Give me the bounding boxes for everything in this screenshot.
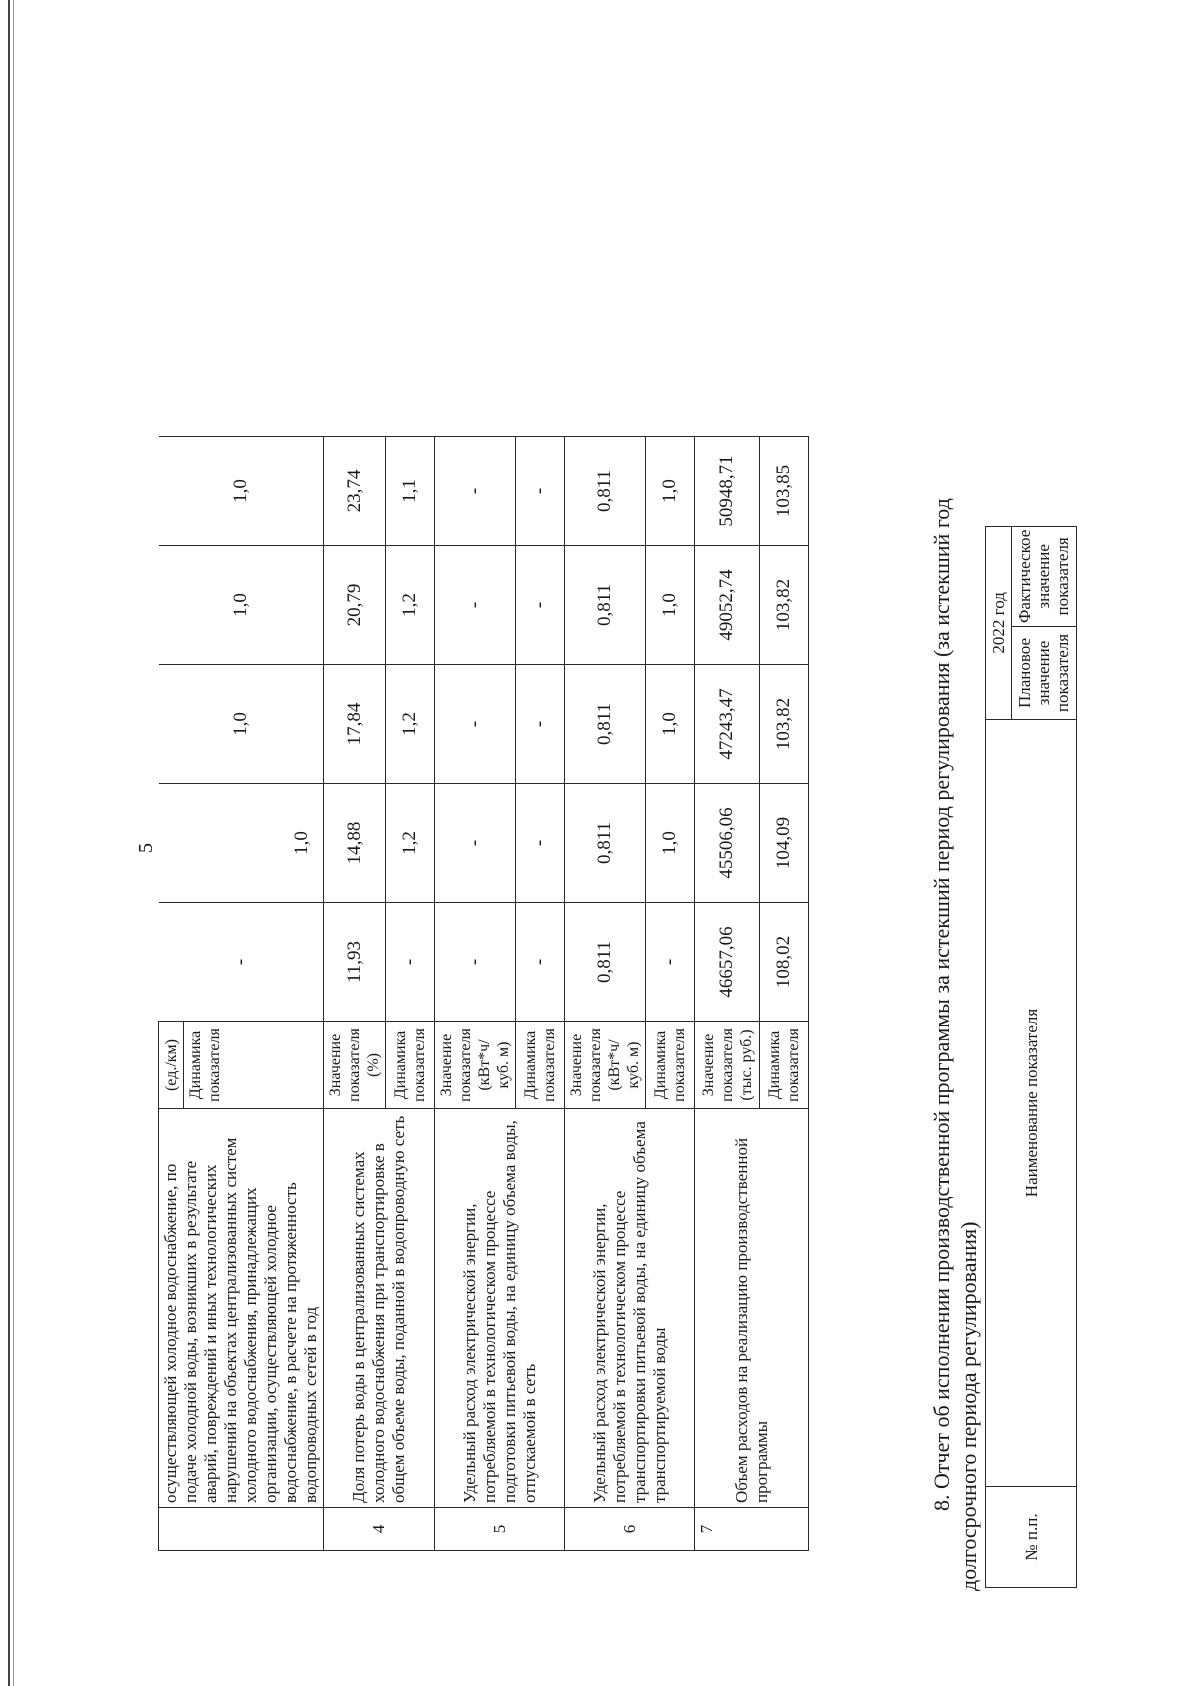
value-cell: 1,0 [159, 437, 324, 546]
row-number [159, 1508, 324, 1551]
value-cell: - [516, 665, 565, 784]
indicator-unit: (ед./км) [159, 1022, 184, 1109]
value-cell: 1,1 [386, 437, 435, 546]
value-cell: 46657,06 [695, 903, 760, 1022]
indicator-name: Объем расходов на реализацию производственной программы [695, 1109, 809, 1508]
row-number: 5 [435, 1508, 565, 1551]
value-cell: 49052,74 [695, 546, 760, 665]
indicator-unit: Динамика показателя [184, 1022, 324, 1109]
row-number: 7 [695, 1508, 809, 1551]
value-cell: - [435, 437, 516, 546]
section-8-title-line1: 8. Отчет об исполнении производственной программы за истекший период регулирования (за истекший год [929, 498, 954, 1511]
indicator-unit: Значение показателя (кВт*ч/куб. м) [435, 1022, 516, 1109]
value-cell: 103,82 [760, 665, 809, 784]
column-header-fact: Фактическое значение показателя [1011, 526, 1076, 626]
section-8-title [928, 111, 982, 1591]
value-cell: 0,811 [565, 903, 646, 1022]
value-cell: 11,93 [324, 903, 386, 1022]
indicator-unit: Значение показателя (тыс. руб.) [695, 1022, 760, 1109]
section-8-title-line2: долгосрочного периода регулирования) [956, 1221, 981, 1591]
value-cell: 50948,71 [695, 437, 760, 546]
table-row [159, 437, 184, 1551]
indicator-unit: Динамика показателя [516, 1022, 565, 1109]
value-cell: 104,09 [760, 784, 809, 903]
value-cell: 1,0 [646, 437, 695, 546]
value-cell: - [516, 437, 565, 546]
value-cell: 108,02 [760, 903, 809, 1022]
indicator-unit: Динамика показателя [646, 1022, 695, 1109]
indicator-unit: Динамика показателя [760, 1022, 809, 1109]
value-cell: - [516, 903, 565, 1022]
value-cell: - [516, 784, 565, 903]
value-cell: 0,811 [565, 546, 646, 665]
value-cell: 1,0 [646, 665, 695, 784]
value-cell: 45506,06 [695, 784, 760, 903]
value-cell: 1,0 [159, 546, 324, 665]
page-number: 5 [135, 843, 157, 853]
table-row [695, 437, 760, 1551]
value-cell: 103,85 [760, 437, 809, 546]
indicator-unit: Динамика показателя [386, 1022, 435, 1109]
column-header-year: 2022 год [986, 526, 1012, 719]
value-cell: - [435, 903, 516, 1022]
value-cell: 20,79 [324, 546, 386, 665]
value-cell: 0,811 [565, 784, 646, 903]
column-header-name: Наименование показателя [986, 720, 1077, 1487]
value-cell: 1,0 [159, 784, 324, 903]
indicator-name: Удельный расход электрической энергии, потребляемой в технологическом процессе подготовки питьевой воды, на единицу объема воды, отпускаемой в сеть [435, 1109, 565, 1508]
indicators-table [158, 436, 809, 1551]
value-cell: 1,0 [646, 546, 695, 665]
column-header-plan: Плановое значение показателя [1011, 627, 1076, 720]
value-cell: 0,811 [565, 665, 646, 784]
table-row [324, 437, 386, 1551]
table-row [435, 437, 516, 1551]
value-cell: 23,74 [324, 437, 386, 546]
value-cell: - [159, 903, 324, 1022]
value-cell: - [516, 546, 565, 665]
row-number: 6 [565, 1508, 695, 1551]
report-table [985, 526, 1077, 1588]
table-row [986, 526, 1012, 1587]
value-cell: 1,0 [646, 784, 695, 903]
indicator-name: Доля потерь воды в централизованных системах холодного водоснабжения при транспортировке в общем объеме воды, поданной в водопроводную сеть [324, 1109, 435, 1508]
indicator-name: осуществляющей холодное водоснабжение, по подаче холодной воды, возникших в результате аварий, повреждений и иных технологических нарушений на объектах централизованных систем холодного водоснабжения, принадлежащих организации, осуществляющей холодное водоснабжение, в расчете на протяженность водопроводных сетей в год [159, 1109, 324, 1508]
value-cell: 1,2 [386, 665, 435, 784]
value-cell: 103,82 [760, 546, 809, 665]
value-cell: 1,2 [386, 784, 435, 903]
value-cell: 1,0 [159, 665, 324, 784]
value-cell: 0,811 [565, 437, 646, 546]
value-cell: - [646, 903, 695, 1022]
value-cell: - [435, 546, 516, 665]
column-header-number: № п.п. [986, 1487, 1077, 1588]
value-cell: 1,2 [386, 546, 435, 665]
value-cell: - [435, 665, 516, 784]
value-cell: 14,88 [324, 784, 386, 903]
indicator-name: Удельный расход электрической энергии, потребляемой в технологическом процессе транспортировки питьевой воды, на единицу объема транспортируемой воды [565, 1109, 695, 1508]
value-cell: 47243,47 [695, 665, 760, 784]
indicator-unit: Значение показателя (кВт*ч/куб. м) [565, 1022, 646, 1109]
value-cell: 17,84 [324, 665, 386, 784]
indicator-unit: Значение показателя (%) [324, 1022, 386, 1109]
table-row [565, 437, 646, 1551]
value-cell: - [386, 903, 435, 1022]
row-number: 4 [324, 1508, 435, 1551]
value-cell: - [435, 784, 516, 903]
